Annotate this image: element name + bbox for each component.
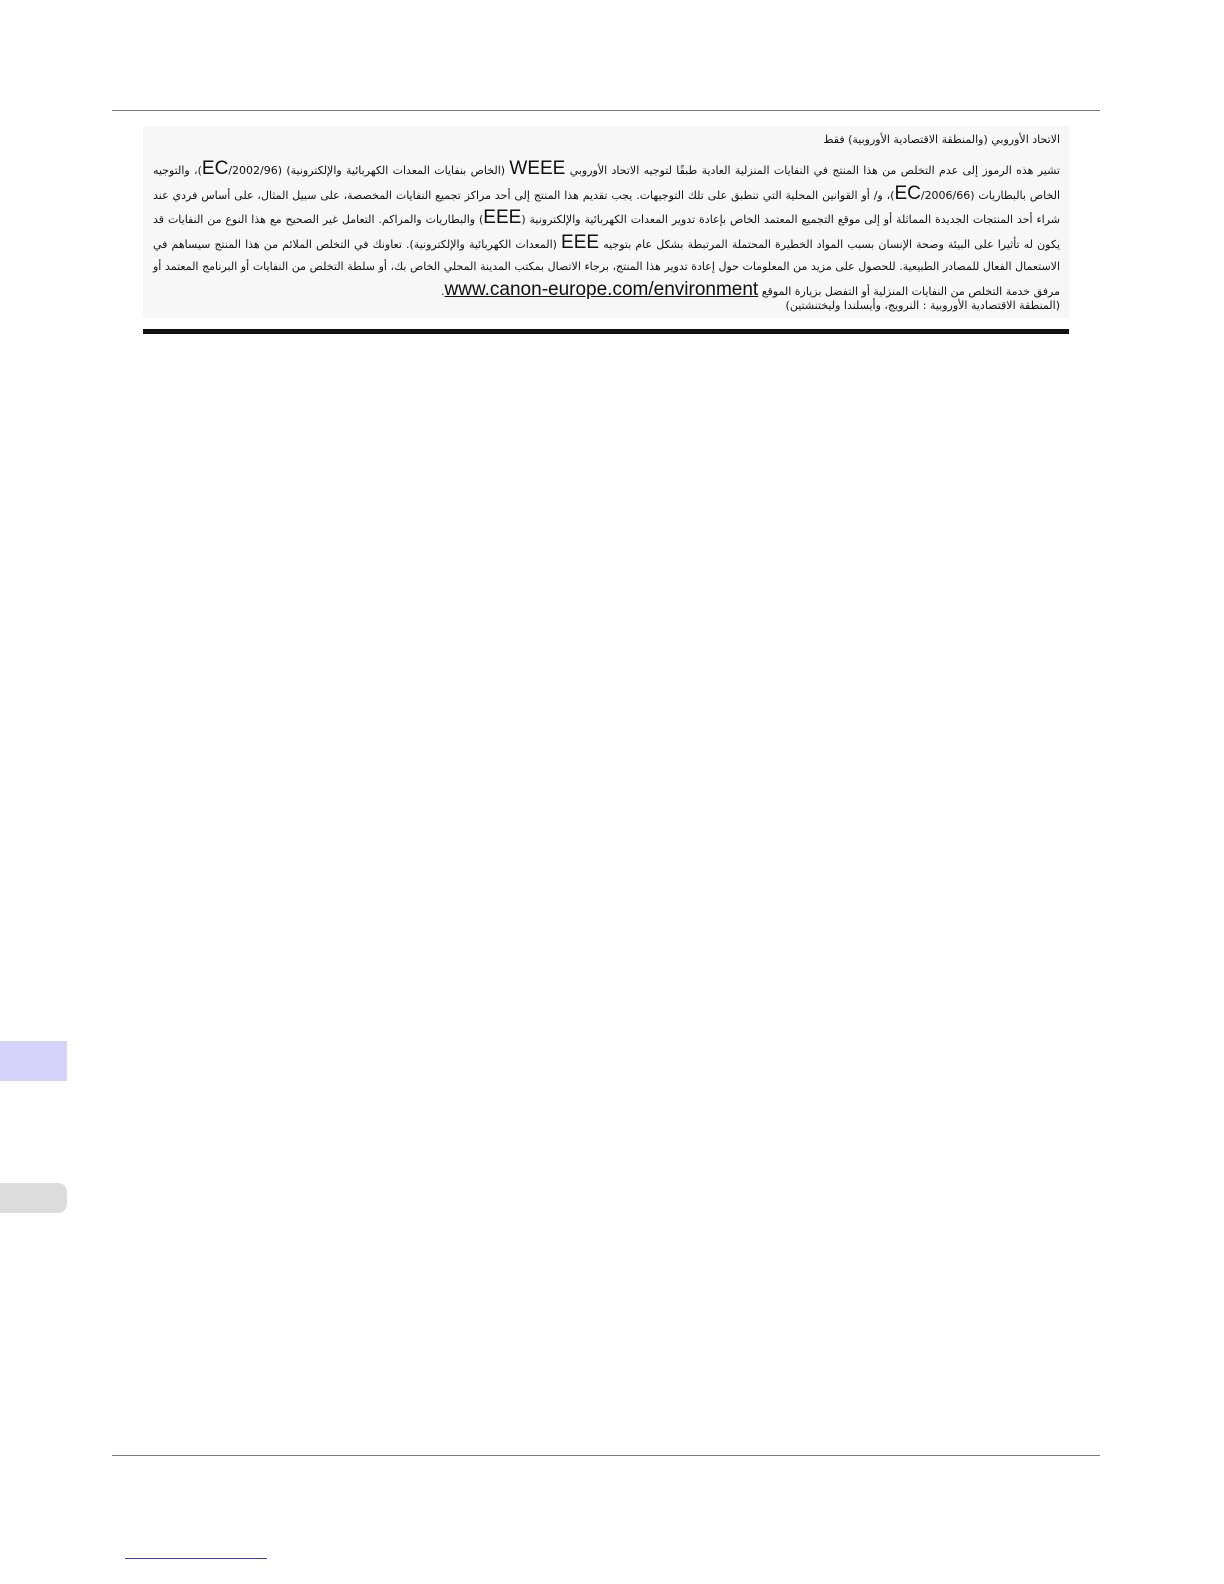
notice-text-2: (الخاص بنفايات المعدات الكهربائية والإلكترونية) (2002/96/ — [228, 164, 506, 177]
notice-text-6: (المعدات الكهربائية والإلكترونية). تعاونك في التخلص الملائم من هذا المنتج سيساهم في الاستعمال الفعال للمصادر الطبيعية. للحصول على مزيد من المعلومات حول إعادة تدوير هذا المنتج، برجاء الاتصال بمكتب المدينة المحلي الخاص بك، أو سلطة التخلص من النفايات أو البرنامج المعتمد أو مرفق خدمة التخلص من النفايات المنزلية أو التفضل بزيارة الموقع — [153, 237, 1060, 298]
weee-notice-box — [143, 126, 1069, 318]
notice-footer: (المنطقة الاقتصادية الأوروبية : النرويج، وأيسلندا وليختنشتين) — [785, 299, 1060, 312]
weee-notice-content — [153, 126, 1060, 318]
chapter-side-tab — [0, 1041, 67, 1081]
section-side-tab — [0, 1183, 67, 1213]
notice-text-4: )، و/ أو القوانين المحلية التي تنطبق على تلك التوجيهات. يجب تقديم هذا المنتج إلى أحد مراكز تجميع النفايات المخصصة، على سبيل المثال، على أساس فردي عند شراء أحد المنتجات الجديدة المماثلة أو إلى موقع التجميع المعتمد الخاص بإعادة تدوير المعدات الكهربائية والإلكترونية ( — [153, 188, 1060, 227]
ec-directive-2: EC — [894, 182, 921, 204]
ec-directive-1: EC — [201, 158, 229, 179]
canon-environment-link[interactable]: www.canon-europe.com/environment — [444, 278, 759, 300]
footer-rule — [112, 1455, 1100, 1456]
notice-text-3: )، والتوجيه الخاص بالبطاريات (2006/66/ — [153, 164, 1061, 202]
notice-text-1: تشير هذه الرموز إلى عدم التخلص من هذا المنتج في النفايات المنزلية العادية طبقًا لتوجيه الاتحاد الأوروبي — [569, 164, 1060, 177]
notice-text-5: ) والبطاريات والمراكم. التعامل غير الصحيح مع هذا النوع من النفايات قد يكون له تأثيرا على البيئة وصحة الإنسان بسبب المواد الخطيرة المحتملة المرتبطة بشكل عام بتوجيه — [153, 213, 1061, 251]
notice-heading: الاتحاد الأوروبي (والمنطقة الاقتصادية الأوروبية) فقط — [823, 133, 1060, 146]
eee-acronym-1: EEE — [483, 207, 522, 229]
footer-link-underline — [125, 1558, 267, 1559]
header-rule — [112, 110, 1100, 111]
weee-acronym: WEEE — [509, 158, 566, 179]
notice-text-end: . — [441, 284, 445, 298]
notice-bottom-rule — [143, 329, 1069, 334]
notice-body — [153, 158, 1060, 304]
eee-acronym-2: EEE — [561, 231, 600, 253]
